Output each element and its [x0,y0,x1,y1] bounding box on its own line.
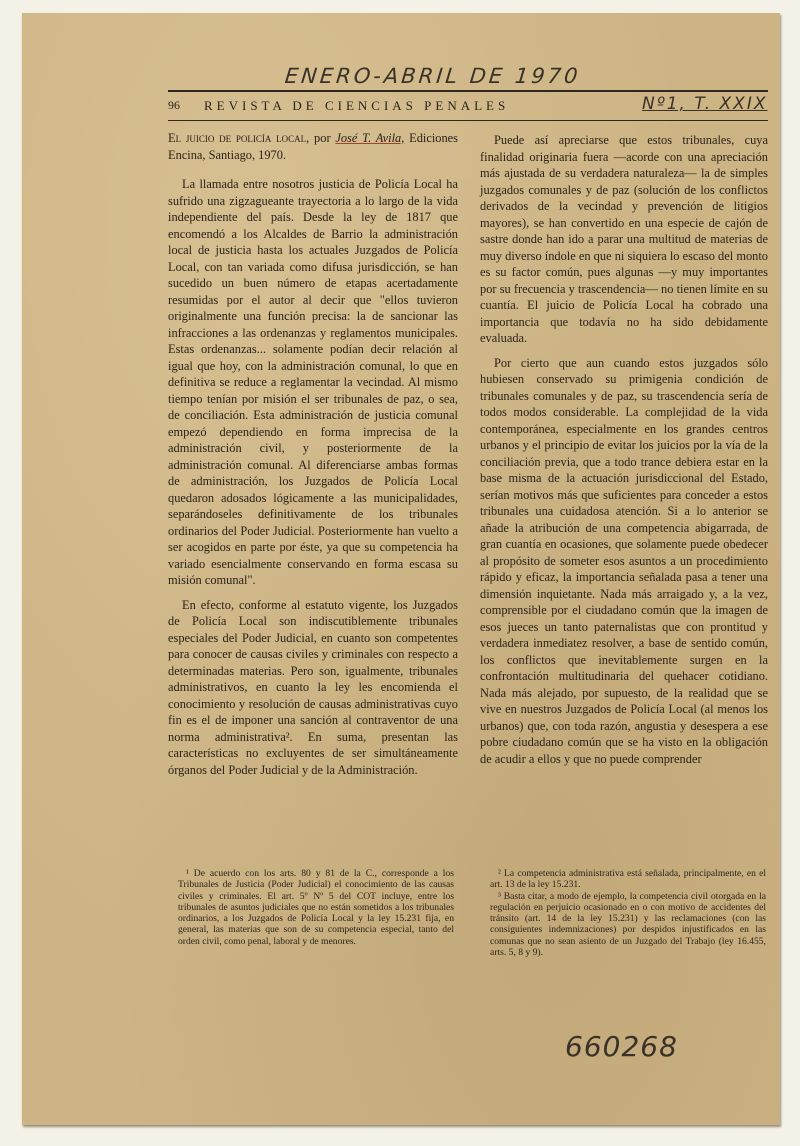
journal-title: REVISTA DE CIENCIAS PENALES [204,98,510,113]
book-author: José T. Avila, [335,131,405,145]
left-column [168,130,458,786]
header-rule-top [168,90,768,92]
page-number: 96 [168,98,180,112]
footnote: ² La competencia administrativa está señalada, principalmente, en el art. 13 de la ley 15.231. [490,868,766,891]
paragraph: En efecto, conforme al estatuto vigente, los Juzgados de Policía Local son indiscutiblemente tribunales especiales del Poder Judicial, en cuanto son competentes para conocer de causas civiles y criminales con respecto a determinadas materias. Pero son, igualmente, tribunales administrativos, en cuanto la ley les encomienda el conocimiento y resolución de causas administrativas cuyo fin es el de imponer una sanción al contraventor de una norma administrativa². En suma, presentan las características no excluyentes de ser simultáneamente órganos del Poder Judicial y de la Administración. [168,597,458,777]
book-title: El juicio de policía local, [168,131,310,145]
handwritten-archive-number: 660268 [565,1030,678,1063]
header-rule-bottom [168,120,768,121]
paragraph: La llamada entre nosotros justicia de Policía Local ha sufrido una zigzagueante trayectoria a lo largo de la vida independiente del país. Desde la ley de 1817 que encomendó a los Alcaldes de Barrio la administración local de justicia hasta los actuales Juzgados de Policía Local, con tan variada como difusa jurisdicción, se han sucedido un buen número de etapas acertadamente resumidas por el autor al decir que "ellos tuvieron originalmente una función precisa: la de sancionar las infracciones a las ordenanzas y reglamentos municipales. Estas ordenanzas... solamente podían decir relación al igual que hoy, con la administración comunal, lo que en definitiva se reduce a reglamentar la vecindad. Al mismo tiempo tenían por misión el ser tribunales de paz, o sea, de conciliación. Esta administración de justicia comunal empezó dependiendo en forma imprecisa de la administración civil, y posteriormente de la administración comunal. Al diferenciarse ambas formas de administración, los Juzgados de Policía Local quedaron adosados lógicamente a las municipalidades, separándoseles definitivamente de los tribunales ordinarios del Poder Judicial. Posteriormente han vuelto a ser acogidos en parte por éste, ya que su competencia ha variado esencialmente conservando en forma escasa su misión comunal". [168,177,458,587]
paragraph: Puede así apreciarse que estos tribunales, cuya finalidad originaria fuera —acorde con una apreciación más ajustada de su verdadera naturaleza— la de simples juzgados comunales y de paz (solución de los conflictos derivados de la vecindad y prevención de litigios mayores), se han convertido en una especie de cajón de sastre donde han ido a parar una multitud de materias de muy diverso índole en que ni siquiera lo escaso del monto es su factor común, pues algunas —y muy importantes por su frecuencia y trascendencia— no tienen límite en su cuantía. El juicio de Policía Local ha cobrado una importancia que todavía no ha sido debidamente evaluada. [480,133,768,345]
paragraph: Por cierto que aun cuando estos juzgados sólo hubiesen conservado su primigenia condición de tribunales comunales y de paz, su trascendencia sería de todos modos considerable. La complejidad de la vida contemporánea, especialmente en los grandes centros urbanos y el principio de evitar los juicios por la vía de la conciliación previa, que a todo trance debiera estar en la base misma de la actuación jurisdiccional del Estado, serían motivos más que suficientes para conceder a estos tribunales una cuidadosa atención. Si a lo anterior se añade la atribución de una competencia abigarrada, de gran cuantía en ocasiones, que solamente puede obedecer al propósito de someter esos asuntos a un procedimiento rápido y eficaz, la importancia señalada pasa a tener una dimensión inquietante. Nada más arraigado y, a la vez, comprensible por el ciudadano común que la imagen de esos jueces un tanto paternalistas que con prontitud y verdadera inmediatez resolver, a base de sentido común, los conflictos que inevitablemente surgen en la confrontación multitudinaria del quehacer cotidiano. Nada más alejado, por supuesto, de la realidad que se vive en nuestros Juzgados de Policía Local (al menos los urbanos) que, con toda razón, angustia y desespera a ese pobre ciudadano común que se ha visto en la obligación de acudir a ellos y que no puede comprender [480,355,768,766]
footnotes-right [490,868,766,958]
publisher-info: Ediciones Encina, Santiago, 1970. [168,131,458,162]
footnote: ¹ De acuerdo con los arts. 80 y 81 de la C., corresponde a los Tribunales de Justicia (Poder Judicial) el conocimiento de las causas civiles y criminales. El art. 5º Nº 5 del COT incluye, entre los tribunales de asuntos judiciales que no están sometidos a los tribunales ordinarios, a los Juzgados de Policía Local y la ley 15.231 fija, en general, las materias que son de su competencia especial, tanto del orden civil, como penal, laboral y de menores. [178,868,454,947]
right-column [480,132,768,775]
handwritten-date-annotation: ENERO-ABRIL DE 1970 [283,64,582,88]
footnotes-left [178,868,454,947]
footnote: ³ Basta citar, a modo de ejemplo, la competencia civil otorgada en la regulación en perjuicio ocasionado en o con motivo de accidentes del tránsito (art. 14 de la ley 15.231) y las reclamaciones (con las consiguientes indemnizaciones) por despidos injustificados en las comunas que no sean asiento de un Juzgado del Trabajo (ley 16.455, arts. 5, 8 y 9). [490,890,766,959]
book-reference [168,130,458,163]
running-header [168,94,768,118]
by-word: por [314,131,331,145]
handwritten-issue-annotation: Nº1, T. XXIX [642,94,768,114]
